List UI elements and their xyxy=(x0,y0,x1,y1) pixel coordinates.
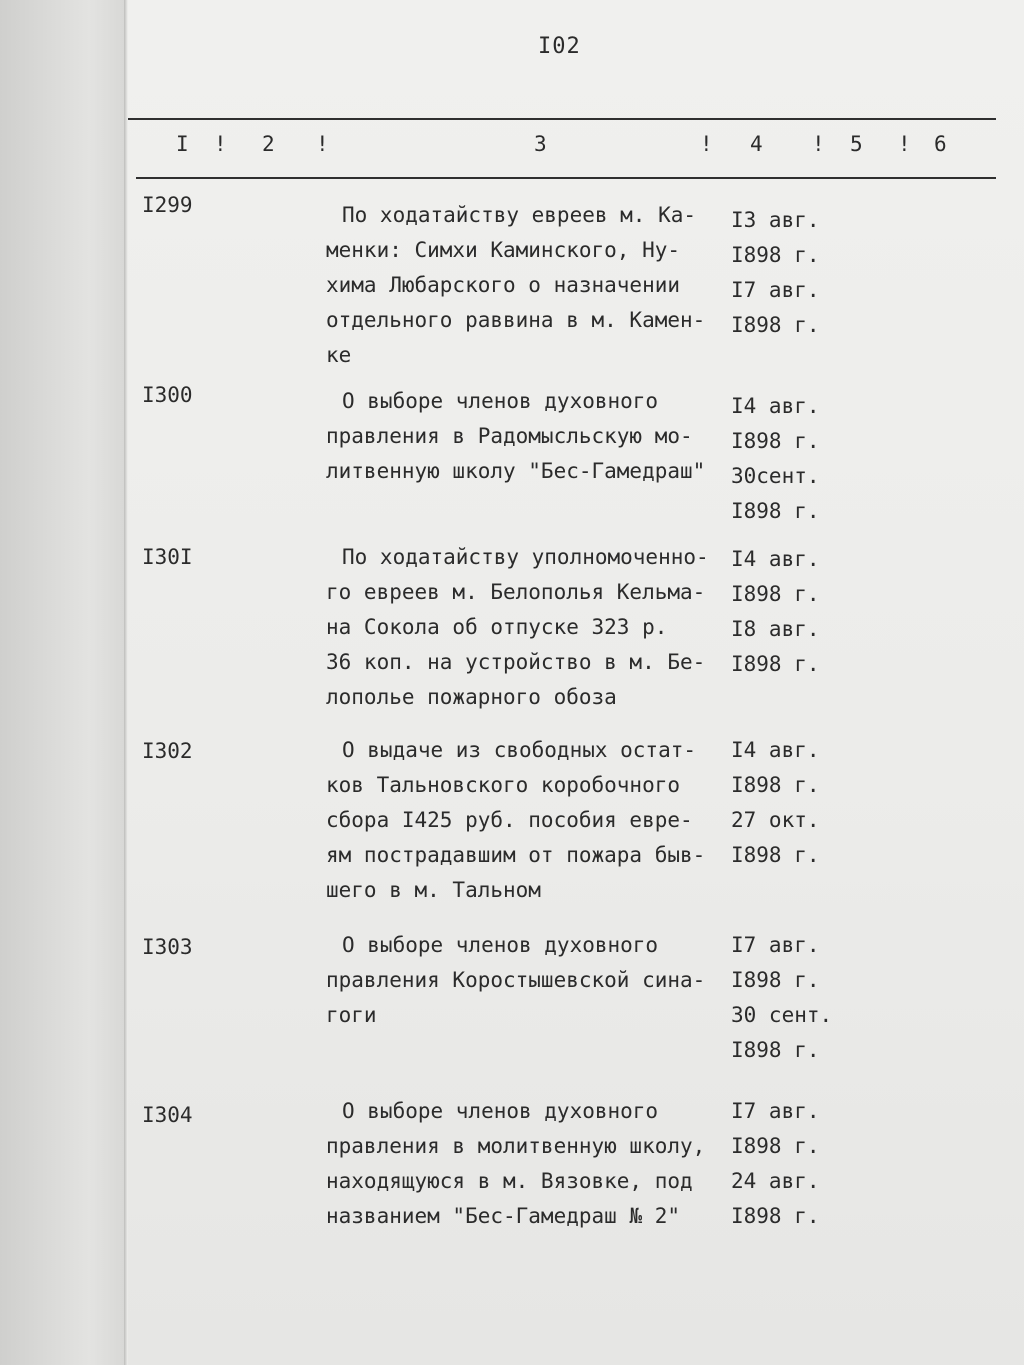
header-rule-bottom xyxy=(136,177,996,179)
entry-number: I30I xyxy=(142,545,193,569)
year-end: I898 г. xyxy=(731,843,820,867)
year-start: I898 г. xyxy=(731,243,820,267)
entry-description xyxy=(326,540,716,715)
entry-text-line: О выдаче из свободных остат- xyxy=(342,738,697,762)
entry-dates xyxy=(731,389,820,529)
column-header-1: I xyxy=(176,132,189,156)
date-end: I7 авг. xyxy=(731,278,820,302)
left-page-margin xyxy=(0,0,128,1365)
entry-number: I300 xyxy=(142,383,193,407)
entry-text-line: ям пострадавшим от пожара быв- xyxy=(326,843,706,867)
document-page xyxy=(128,0,1024,1365)
entry-description xyxy=(326,928,716,1033)
entry-text-line: гоги xyxy=(326,1003,377,1027)
header-rule-top xyxy=(128,118,996,120)
year-start: I898 г. xyxy=(731,773,820,797)
year-end: I898 г. xyxy=(731,1038,820,1062)
entry-text-line: на Сокола об отпуске 323 р. xyxy=(326,615,668,639)
column-header-2: 2 xyxy=(262,132,275,156)
entry-text-line: лополье пожарного обоза xyxy=(326,685,617,709)
year-end: I898 г. xyxy=(731,313,820,337)
column-header-4: 4 xyxy=(750,132,763,156)
entry-text-line: шего в м. Тальном xyxy=(326,878,541,902)
entry-dates xyxy=(731,928,832,1068)
year-start: I898 г. xyxy=(731,582,820,606)
date-end: 30сент. xyxy=(731,464,820,488)
year-end: I898 г. xyxy=(731,652,820,676)
date-start: I7 авг. xyxy=(731,933,820,957)
column-separator: ! xyxy=(700,132,713,156)
year-start: I898 г. xyxy=(731,968,820,992)
entry-number: I302 xyxy=(142,739,193,763)
entry-description xyxy=(326,198,716,373)
entry-number: I304 xyxy=(142,1103,193,1127)
year-end: I898 г. xyxy=(731,499,820,523)
entry-description xyxy=(326,384,716,489)
entry-text-line: литвенную школу "Бес-Гамедраш" xyxy=(326,459,706,483)
entry-dates xyxy=(731,542,820,682)
entry-text-line: 36 коп. на устройство в м. Бе- xyxy=(326,650,706,674)
page-number: I02 xyxy=(538,34,581,59)
entry-text-line: О выборе членов духовного xyxy=(342,389,659,413)
date-start: I7 авг. xyxy=(731,1099,820,1123)
year-start: I898 г. xyxy=(731,429,820,453)
entry-text-line: По ходатайству уполномоченно- xyxy=(342,545,709,569)
entry-text-line: ке xyxy=(326,343,352,367)
entry-text-line: ков Тальновского коробочного xyxy=(326,773,681,797)
entry-dates xyxy=(731,733,820,873)
entry-text-line: О выборе членов духовного xyxy=(342,1099,659,1123)
column-separator: ! xyxy=(214,132,227,156)
entry-dates xyxy=(731,203,820,343)
entry-text-line: менки: Симхи Каминского, Ну- xyxy=(326,238,681,262)
entry-description xyxy=(326,733,716,908)
entry-number: I303 xyxy=(142,935,193,959)
date-start: I4 авг. xyxy=(731,738,820,762)
column-header-6: 6 xyxy=(934,132,947,156)
entry-text-line: сбора I425 руб. пособия евре- xyxy=(326,808,693,832)
entry-text-line: находящуюся в м. Вязовке, под xyxy=(326,1169,693,1193)
entry-number: I299 xyxy=(142,193,193,217)
column-separator: ! xyxy=(812,132,825,156)
date-end: 27 окт. xyxy=(731,808,820,832)
column-header-5: 5 xyxy=(850,132,863,156)
date-start: I3 авг. xyxy=(731,208,820,232)
date-start: I4 авг. xyxy=(731,547,820,571)
entry-text-line: го евреев м. Белополья Кельма- xyxy=(326,580,706,604)
column-separator: ! xyxy=(898,132,911,156)
column-header-3: 3 xyxy=(534,132,547,156)
entry-description xyxy=(326,1094,716,1234)
year-start: I898 г. xyxy=(731,1134,820,1158)
entry-text-line: правления в Радомысльскую мо- xyxy=(326,424,693,448)
entry-text-line: правления в молитвенную школу, xyxy=(326,1134,706,1158)
date-end: 30 сент. xyxy=(731,1003,833,1027)
column-separator: ! xyxy=(316,132,329,156)
entry-text-line: хима Любарского о назначении xyxy=(326,273,681,297)
entry-text-line: названием "Бес-Гамедраш № 2" xyxy=(326,1204,681,1228)
date-start: I4 авг. xyxy=(731,394,820,418)
entry-text-line: правления Коростышевской сина- xyxy=(326,968,706,992)
year-end: I898 г. xyxy=(731,1204,820,1228)
date-end: I8 авг. xyxy=(731,617,820,641)
entry-dates xyxy=(731,1094,820,1234)
date-end: 24 авг. xyxy=(731,1169,820,1193)
entry-text-line: отдельного раввина в м. Камен- xyxy=(326,308,706,332)
entry-text-line: О выборе членов духовного xyxy=(342,933,659,957)
entry-text-line: По ходатайству евреев м. Ка- xyxy=(342,203,697,227)
